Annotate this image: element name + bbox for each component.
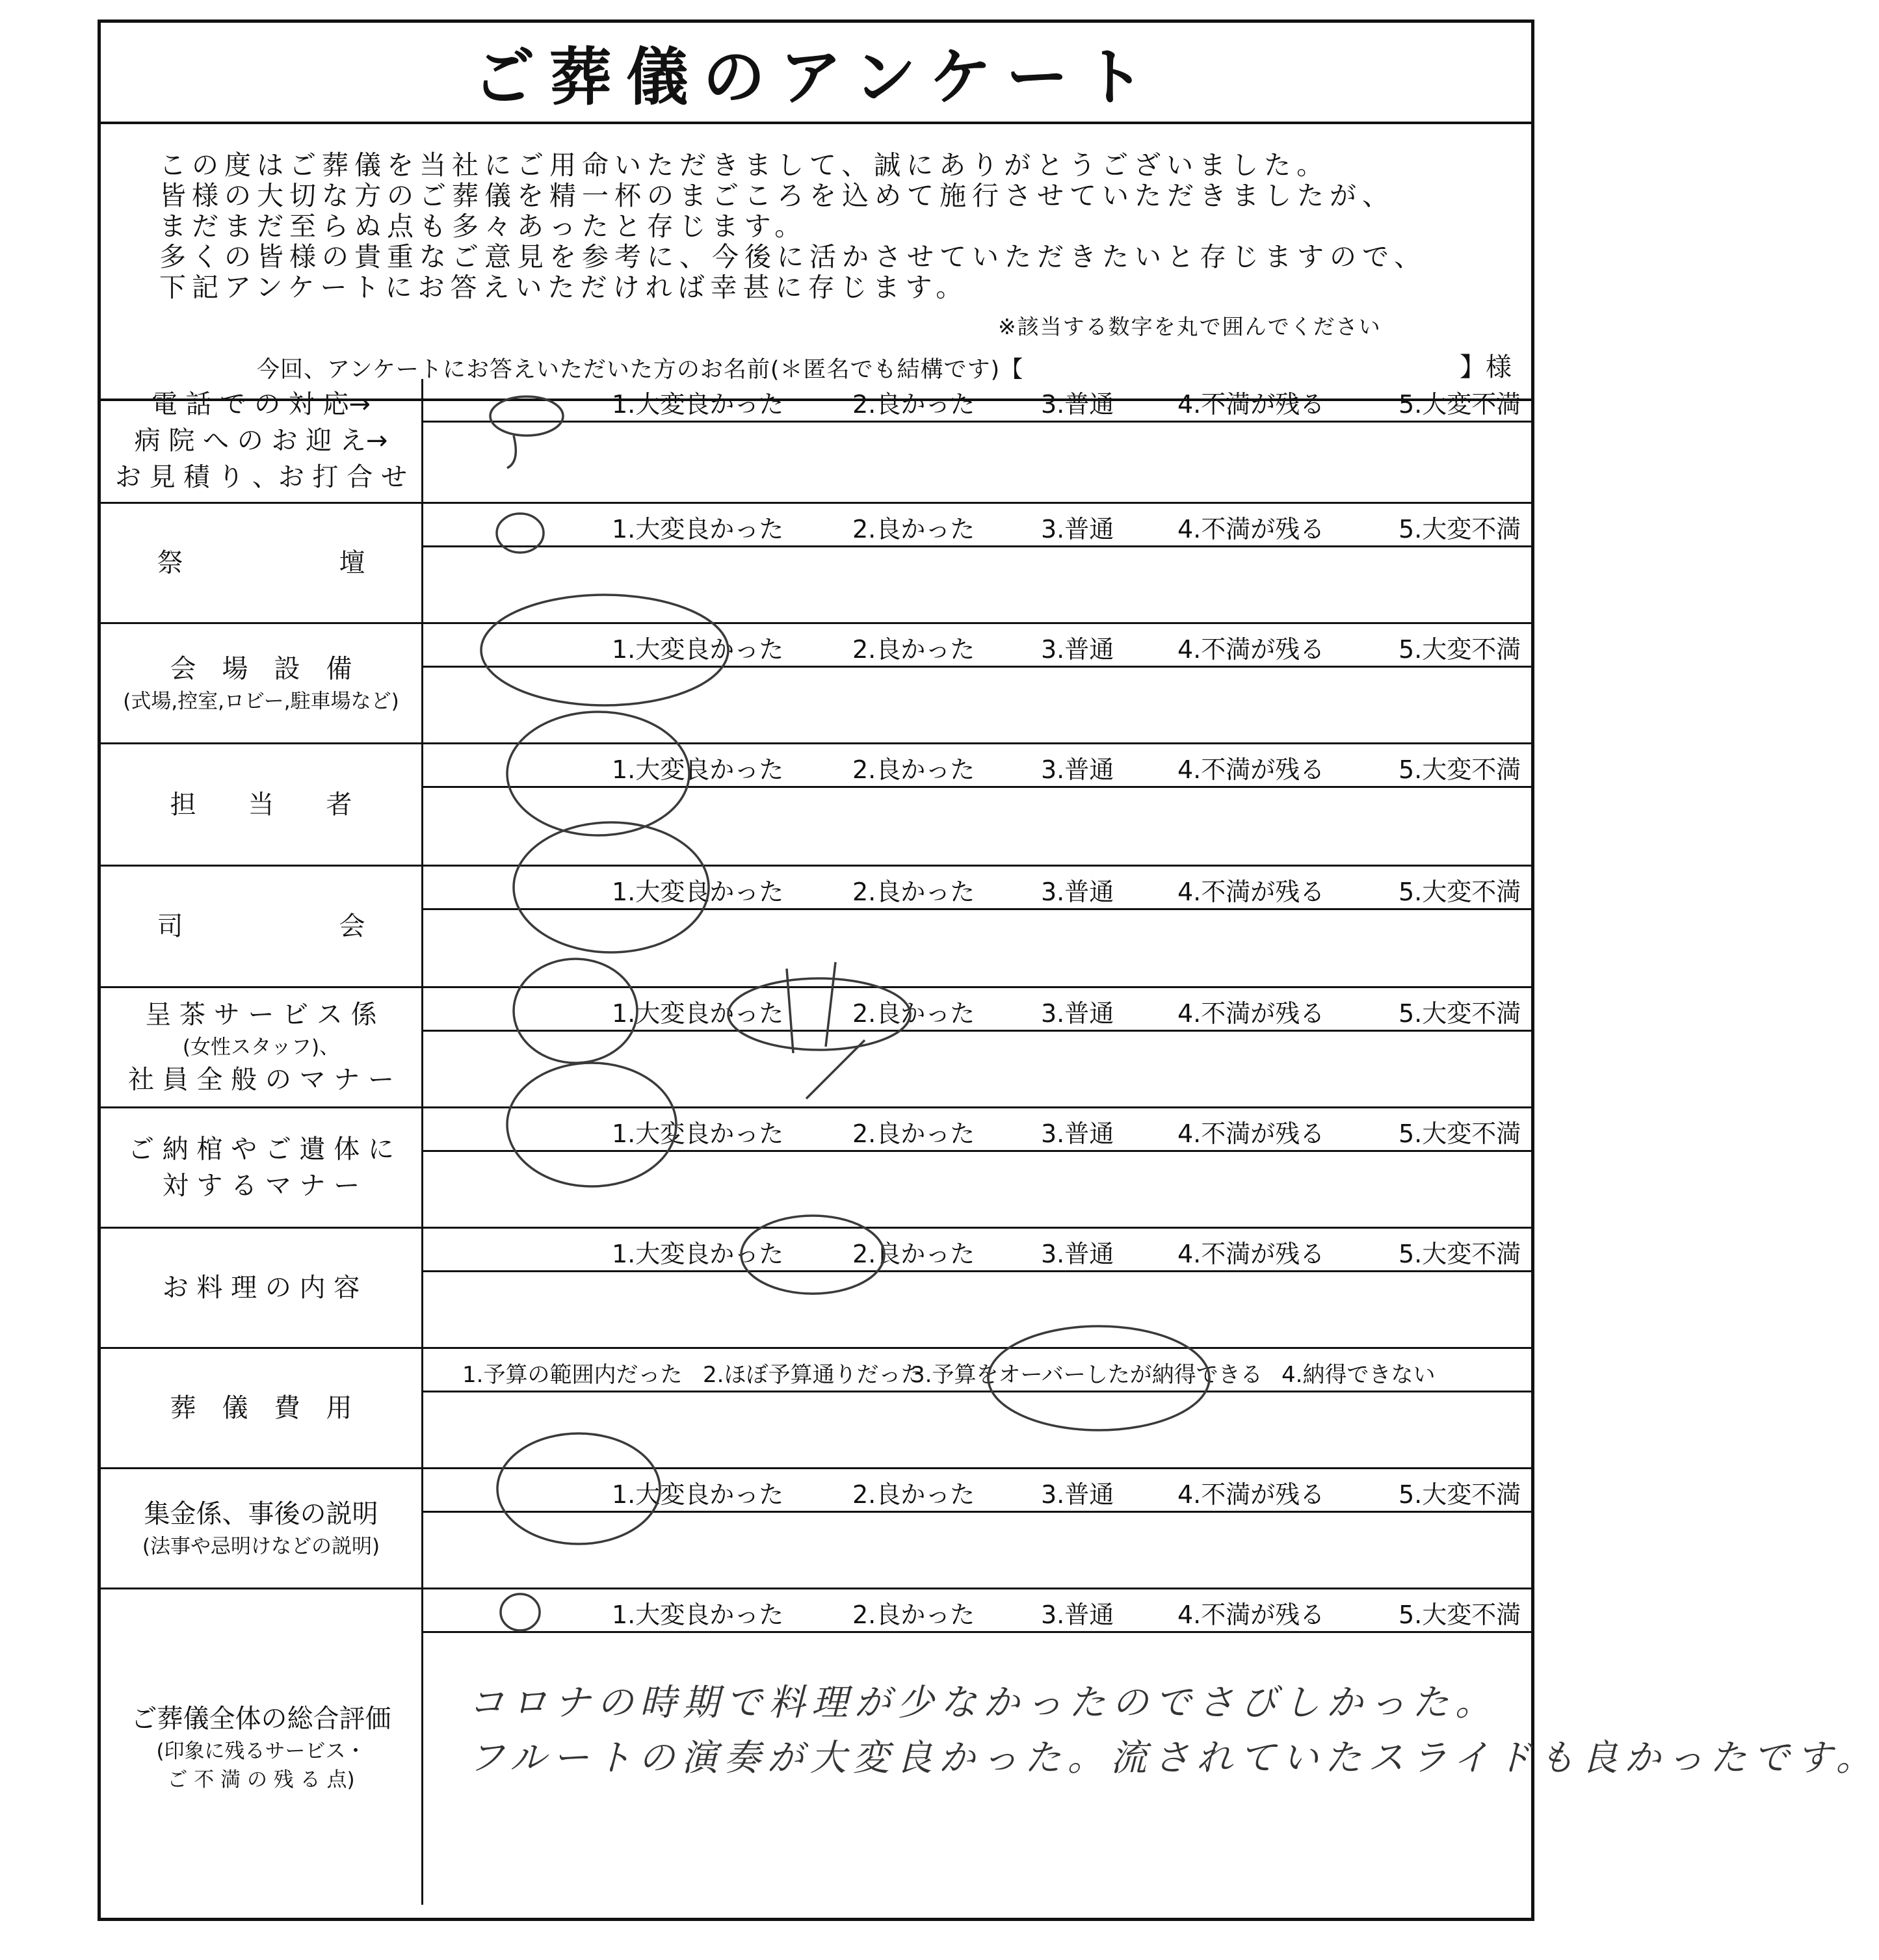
name-suffix: 】様 bbox=[1460, 352, 1512, 382]
answer-option[interactable]: 3.普通 bbox=[1041, 878, 1114, 906]
question-label bbox=[101, 1108, 423, 1227]
question-sublabel: 社 員 全 般 の マ ナ ー bbox=[127, 1065, 394, 1095]
handwritten-comment-line: コロナの時期で料理が少なかったのでさびしかった。 bbox=[468, 1682, 1498, 1724]
question-label bbox=[101, 1349, 423, 1467]
survey-sheet bbox=[98, 20, 1534, 1921]
question-row bbox=[101, 1469, 1531, 1589]
question-label bbox=[101, 379, 423, 502]
answer-option[interactable]: 2.良かった bbox=[852, 515, 975, 543]
answer-option[interactable]: 5.大変不満 bbox=[1399, 999, 1521, 1028]
answer-option[interactable]: 4.不満が残る bbox=[1177, 1240, 1325, 1268]
answer-option[interactable]: 4.納得できない bbox=[1281, 1362, 1436, 1388]
answer-option[interactable]: 2.ほぼ予算通りだった bbox=[703, 1362, 923, 1388]
question-label-text: お 料 理 の 内 容 bbox=[162, 1273, 360, 1303]
answer-option[interactable]: 3.普通 bbox=[1041, 515, 1114, 543]
answer-option[interactable]: 3.普通 bbox=[1041, 390, 1114, 419]
answer-option[interactable]: 1.大変良かった bbox=[612, 999, 784, 1028]
answer-option[interactable]: 4.不満が残る bbox=[1177, 515, 1325, 543]
question-label-text: 葬 儀 費 用 bbox=[170, 1393, 352, 1423]
answer-option[interactable]: 3.普通 bbox=[1041, 1240, 1114, 1268]
question-label bbox=[101, 1589, 423, 1905]
intro-line: まだまだ至らぬ点も多々あったと存じます。 bbox=[159, 211, 808, 242]
answer-options bbox=[423, 1229, 1531, 1272]
intro-line: 下記アンケートにお答えいただければ幸甚に存じます。 bbox=[159, 272, 969, 303]
question-row bbox=[101, 988, 1531, 1108]
handwritten-comment-line: フルートの演奏が大変良かった。流されていたスライドも良かったです。 bbox=[468, 1737, 1879, 1779]
answer-option[interactable]: 1.大変良かった bbox=[612, 515, 784, 543]
answer-option[interactable]: 2.良かった bbox=[852, 1601, 975, 1629]
question-sublabel: (印象に残るサービス・ bbox=[156, 1739, 366, 1763]
answer-option[interactable]: 5.大変不満 bbox=[1399, 1240, 1521, 1268]
question-row bbox=[101, 744, 1531, 867]
question-label-text: ご 納 棺 や ご 遺 体 に bbox=[127, 1134, 394, 1164]
answer-option[interactable]: 2.良かった bbox=[852, 999, 975, 1028]
answer-option[interactable]: 4.不満が残る bbox=[1177, 390, 1325, 419]
answer-option[interactable]: 4.不満が残る bbox=[1177, 635, 1325, 664]
answer-options bbox=[423, 867, 1531, 910]
answer-option[interactable]: 5.大変不満 bbox=[1399, 635, 1521, 664]
question-label bbox=[101, 867, 423, 986]
answer-options bbox=[423, 379, 1531, 423]
question-row bbox=[101, 1229, 1531, 1349]
answer-option[interactable]: 3.普通 bbox=[1041, 635, 1114, 664]
question-label bbox=[101, 744, 423, 865]
question-label bbox=[101, 1229, 423, 1347]
answer-option[interactable]: 5.大変不満 bbox=[1399, 878, 1521, 906]
answer-option[interactable]: 1.大変良かった bbox=[612, 635, 784, 664]
question-label-text: 電 話 で の 対 応→ bbox=[151, 389, 371, 419]
intro-line: この度はご葬儀を当社にご用命いただきまして、誠にありがとうございました。 bbox=[159, 150, 1330, 181]
answer-option[interactable]: 5.大変不満 bbox=[1399, 755, 1521, 784]
answer-option[interactable]: 2.良かった bbox=[852, 1119, 975, 1148]
question-label bbox=[101, 1469, 423, 1588]
answer-option[interactable]: 1.大変良かった bbox=[612, 390, 784, 419]
answer-option[interactable]: 2.良かった bbox=[852, 635, 975, 664]
question-label-text: 呈 茶 サ ー ビ ス 係 bbox=[145, 1000, 377, 1030]
answer-options bbox=[423, 1469, 1531, 1513]
answer-option[interactable]: 3.普通 bbox=[1041, 1601, 1114, 1629]
question-sublabel: ご 不 満 の 残 る 点) bbox=[167, 1768, 355, 1792]
intro-section bbox=[101, 122, 1531, 401]
answer-option[interactable]: 3.普通 bbox=[1041, 999, 1114, 1028]
answer-option[interactable]: 2.良かった bbox=[852, 1480, 975, 1509]
answer-option[interactable]: 1.大変良かった bbox=[612, 1601, 784, 1629]
answer-option[interactable]: 1.大変良かった bbox=[612, 1119, 784, 1148]
question-label-text: 祭 壇 bbox=[157, 548, 365, 578]
answer-option[interactable]: 3.普通 bbox=[1041, 755, 1114, 784]
answer-option[interactable]: 5.大変不満 bbox=[1399, 515, 1521, 543]
answer-option[interactable]: 1.予算の範囲内だった bbox=[462, 1362, 683, 1388]
intro-line: 多くの皆様の貴重なご意見を参考に、今後に活かさせていただきたいと存じますので、 bbox=[159, 241, 1427, 272]
question-label bbox=[101, 624, 423, 742]
intro-line: 皆様の大切な方のご葬儀を精一杯のまごころを込めて施行させていただきましたが、 bbox=[159, 180, 1395, 211]
answer-option[interactable]: 1.大変良かった bbox=[612, 1480, 784, 1509]
answer-option[interactable]: 4.不満が残る bbox=[1177, 878, 1325, 906]
answer-option[interactable]: 1.大変良かった bbox=[612, 878, 784, 906]
name-prompt: 今回、アンケートにお答えいただいた方のお名前(＊匿名でも結構です)【 bbox=[257, 357, 1024, 383]
answer-options bbox=[423, 1108, 1531, 1152]
question-row bbox=[101, 504, 1531, 624]
question-row bbox=[101, 867, 1531, 988]
answer-option[interactable]: 2.良かった bbox=[852, 755, 975, 784]
question-label bbox=[101, 504, 423, 622]
question-label-text: 担 当 者 bbox=[170, 789, 352, 820]
answer-options bbox=[423, 988, 1531, 1032]
answer-option[interactable]: 4.不満が残る bbox=[1177, 1119, 1325, 1148]
question-label bbox=[101, 988, 423, 1106]
answer-option[interactable]: 2.良かった bbox=[852, 1240, 975, 1268]
answer-options bbox=[423, 744, 1531, 788]
answer-options bbox=[423, 624, 1531, 668]
intro-text bbox=[159, 150, 1426, 303]
answer-option[interactable]: 2.良かった bbox=[852, 878, 975, 906]
answer-option[interactable]: 4.不満が残る bbox=[1177, 755, 1325, 784]
answer-option[interactable]: 4.不満が残る bbox=[1177, 999, 1325, 1028]
answer-options bbox=[423, 1349, 1531, 1392]
question-label-text: 会 場 設 備 bbox=[170, 654, 352, 684]
answer-option[interactable]: 5.大変不満 bbox=[1399, 1480, 1521, 1509]
question-label-text: 集金係、事後の説明 bbox=[144, 1499, 378, 1529]
question-label-text: 病 院 へ の お 迎 え→ bbox=[134, 425, 388, 456]
question-label-text: お 見 積 り 、お 打 合 せ bbox=[114, 462, 407, 492]
survey-title: ご葬儀のアンケート bbox=[101, 23, 1531, 124]
question-label-text: 対 す る マ ナ ー bbox=[162, 1171, 360, 1201]
answer-option[interactable]: 5.大変不満 bbox=[1399, 1601, 1521, 1629]
answer-option[interactable]: 1.大変良かった bbox=[612, 755, 784, 784]
question-sublabel: (法事や忌明けなどの説明) bbox=[142, 1535, 380, 1558]
question-row bbox=[101, 379, 1531, 504]
answer-option[interactable]: 4.不満が残る bbox=[1177, 1480, 1325, 1509]
question-label-text: 司 会 bbox=[157, 911, 365, 941]
question-sublabel: (式場,控室,ロビー,駐車場など) bbox=[123, 690, 399, 713]
answer-option[interactable]: 3.普通 bbox=[1041, 1480, 1114, 1509]
answer-options bbox=[423, 1589, 1531, 1633]
answer-option[interactable]: 3.普通 bbox=[1041, 1119, 1114, 1148]
instruction-note: ※該当する数字を丸で囲んでください bbox=[998, 314, 1382, 339]
answer-option[interactable]: 2.良かった bbox=[852, 390, 975, 419]
question-row bbox=[101, 624, 1531, 744]
question-sublabel: (女性スタッフ)、 bbox=[182, 1036, 340, 1059]
answer-options bbox=[423, 504, 1531, 547]
answer-option[interactable]: 4.不満が残る bbox=[1177, 1601, 1325, 1629]
answer-option[interactable]: 1.大変良かった bbox=[612, 1240, 784, 1268]
answer-option[interactable]: 5.大変不満 bbox=[1399, 1119, 1521, 1148]
answer-option[interactable]: 3.予算をオーバーしたが納得できる bbox=[911, 1362, 1263, 1388]
question-row bbox=[101, 1108, 1531, 1229]
question-row bbox=[101, 1349, 1531, 1469]
answer-option[interactable]: 5.大変不満 bbox=[1399, 390, 1521, 419]
question-label-text: ご葬儀全体の総合評価 bbox=[131, 1703, 391, 1734]
